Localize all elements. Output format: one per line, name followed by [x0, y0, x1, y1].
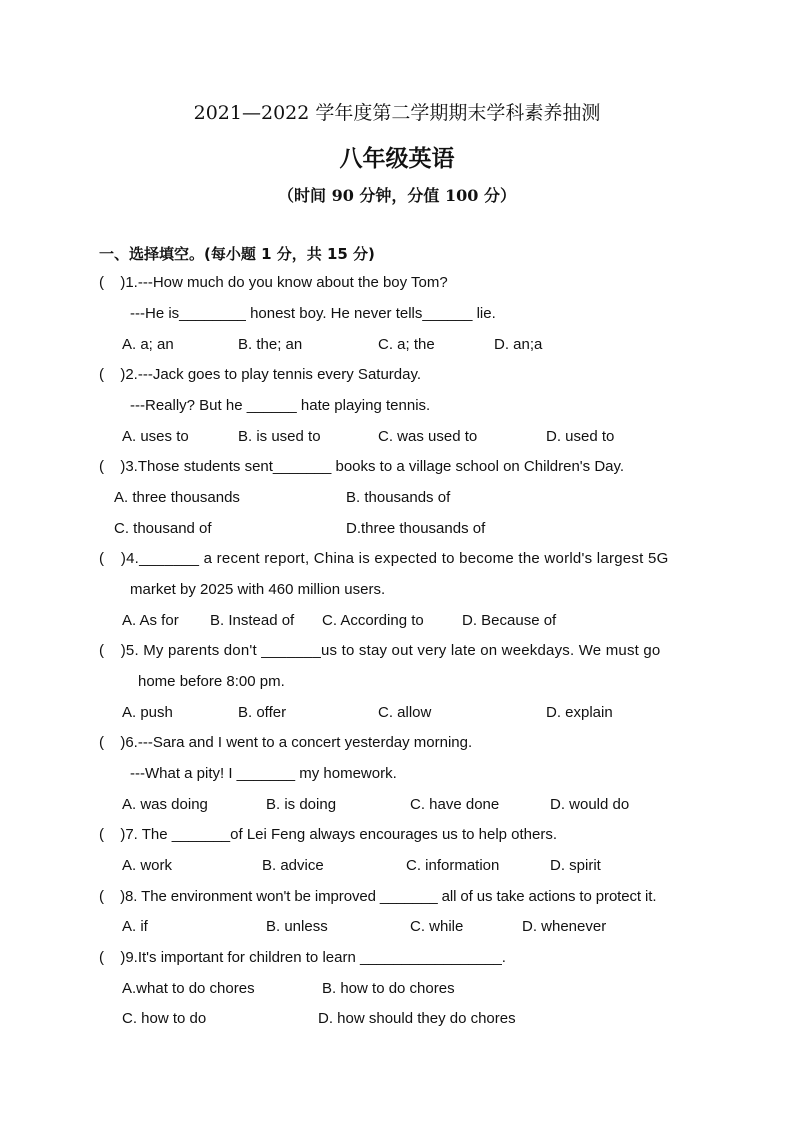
question-text: )7. The _______of Lei Feng always encourages us to help others.: [112, 826, 558, 843]
option-d: D. an;a: [494, 336, 543, 353]
option-d: D. spirit: [550, 857, 601, 874]
exam-title: 2021—2022 学年度第二学期期末学科素养抽测: [193, 102, 601, 124]
option-d: D. explain: [546, 704, 613, 721]
answer-paren: (: [99, 458, 104, 475]
option-c: C. allow: [378, 704, 432, 721]
option-a: A. push: [122, 704, 173, 721]
option-b: B. thousands of: [346, 489, 451, 506]
answer-paren: (: [99, 550, 104, 567]
option-a: A. As for: [122, 612, 179, 629]
option-a: A. a; an: [122, 336, 174, 353]
question-text: )1.---How much do you know about the boy Tom?: [112, 274, 448, 291]
exam-subject: 八年级英语: [339, 145, 455, 172]
option-b: B. offer: [238, 704, 287, 721]
option-a: A.what to do chores: [122, 980, 255, 997]
option-c: C. was used to: [378, 428, 478, 445]
question-text: ---He is________ honest boy. He never tells______ lie.: [130, 305, 496, 322]
option-a: A. work: [122, 857, 173, 874]
option-a: A. was doing: [122, 796, 208, 813]
answer-paren: (: [99, 366, 104, 383]
option-c: C. a; the: [378, 336, 435, 353]
option-b: B. the; an: [238, 336, 303, 353]
answer-paren: (: [99, 949, 104, 966]
question-text: ---What a pity! I _______ my homework.: [130, 765, 397, 782]
option-d: D. used to: [546, 428, 615, 445]
question-text: )2.---Jack goes to play tennis every Saturday.: [112, 366, 422, 383]
question-text: )6.---Sara and I went to a concert yesterday morning.: [112, 734, 473, 751]
option-c: C. information: [406, 857, 500, 874]
option-a: A. uses to: [122, 428, 189, 445]
section-heading: 一、选择填空。(每小题 1 分，共 15 分): [99, 245, 375, 263]
option-c: C. thousand of: [114, 520, 212, 537]
option-c: C. According to: [322, 612, 424, 629]
option-b: B. is used to: [238, 428, 321, 445]
question-text: market by 2025 with 460 million users.: [130, 581, 386, 598]
option-a: A. three thousands: [114, 489, 240, 506]
question-text: )4._______ a recent report, China is expected to become the world's largest 5G: [112, 550, 669, 567]
option-d: D. whenever: [522, 918, 607, 935]
option-c: C. while: [410, 918, 464, 935]
option-c: C. have done: [410, 796, 500, 813]
question-text: )9.It's important for children to learn _________________.: [112, 949, 506, 966]
answer-paren: (: [99, 888, 104, 905]
option-d: D. how should they do chores: [318, 1010, 516, 1027]
question-text: )3.Those students sent_______ books to a village school on Children's Day.: [112, 458, 625, 475]
question-text: )8. The environment won't be improved _______ all of us take actions to protect it.: [112, 888, 657, 905]
option-b: B. how to do chores: [322, 980, 455, 997]
option-d: D.three thousands of: [346, 520, 486, 537]
answer-paren: (: [99, 734, 104, 751]
option-b: B. is doing: [266, 796, 337, 813]
option-b: B. unless: [266, 918, 328, 935]
question-text: )5. My parents don't _______us to stay out very late on weekdays. We must go: [112, 642, 661, 659]
option-d: D. would do: [550, 796, 630, 813]
answer-paren: (: [99, 274, 104, 291]
option-c: C. how to do: [122, 1010, 207, 1027]
answer-paren: (: [99, 642, 104, 659]
option-a: A. if: [122, 918, 148, 935]
question-text: home before 8:00 pm.: [138, 673, 285, 690]
answer-paren: (: [99, 826, 104, 843]
exam-info: （时间 90 分钟，分值 100 分）: [278, 186, 516, 205]
question-text: ---Really? But he ______ hate playing tennis.: [130, 397, 431, 414]
option-d: D. Because of: [462, 612, 557, 629]
option-b: B. Instead of: [210, 612, 295, 629]
option-b: B. advice: [262, 857, 324, 874]
